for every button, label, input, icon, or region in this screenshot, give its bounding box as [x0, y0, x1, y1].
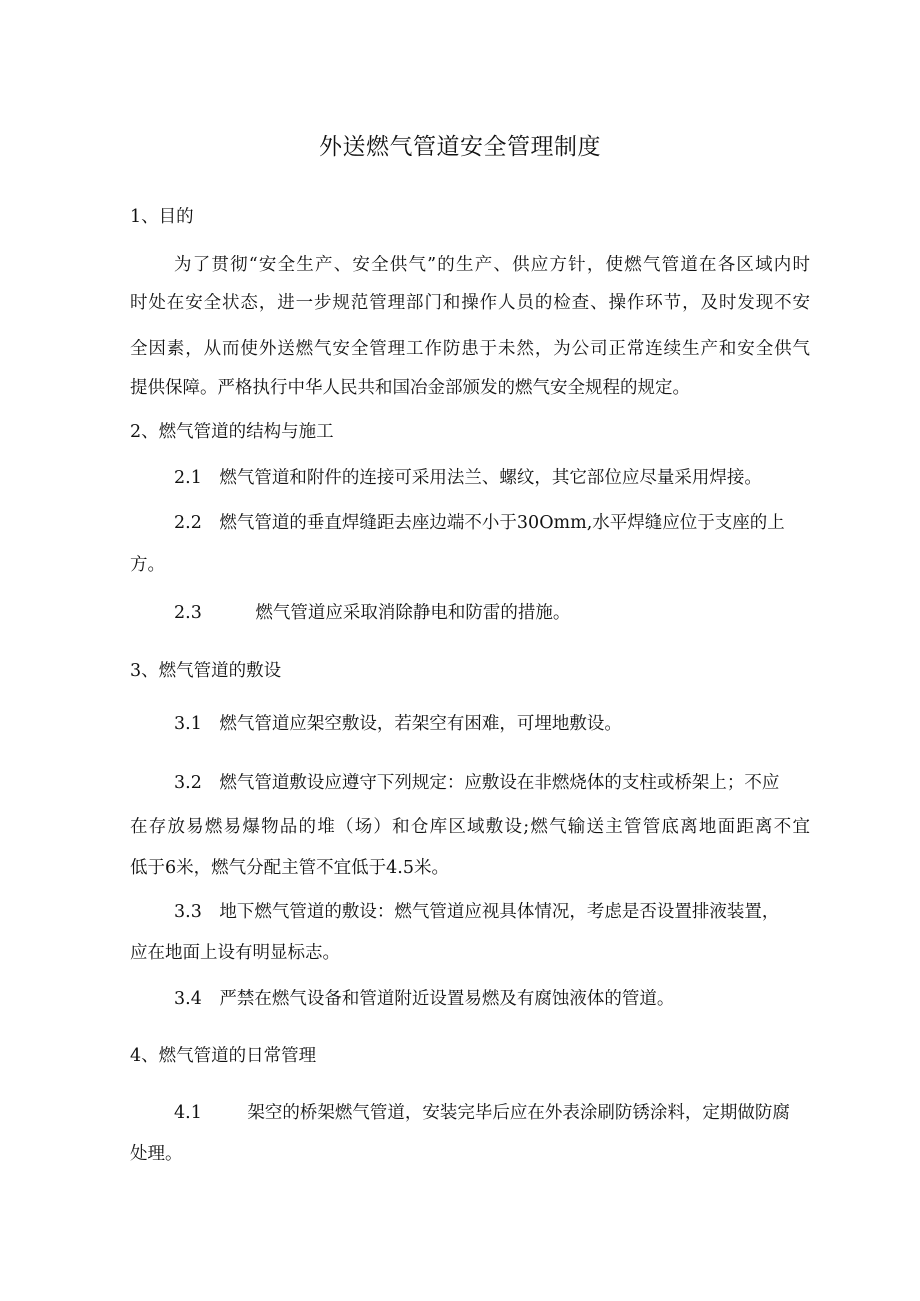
item-3-3-number: 3.3 — [174, 902, 202, 922]
item-3-4-text: 严禁在燃气设备和管道附近设置易燃及有腐蚀液体的管道。 — [219, 989, 675, 1009]
s1-line-3: 全因素，从而使外送燃气安全管理工作防患于未然，为公司正常连续生产和安全供气 — [130, 339, 810, 359]
item-3-4 — [174, 987, 674, 1011]
page-title: 外送燃气管道安全管理制度 — [319, 134, 601, 160]
item-3-1-number: 3.1 — [174, 714, 202, 734]
section-4-heading: 4、燃气管道的日常管理 — [130, 1046, 317, 1066]
item-2-2-number: 2.2 — [174, 513, 202, 533]
item-3-4-number: 3.4 — [174, 989, 202, 1009]
s1-line-2: 时处在安全状态，进一步规范管理部门和操作人员的检查、操作环节，及时发现不安 — [130, 293, 810, 313]
item-4-1-number: 4.1 — [174, 1103, 202, 1123]
item-2-2-continuation: 方。 — [130, 555, 165, 575]
item-3-2-text: 燃气管道敷设应遵守下列规定：应敷设在非燃烧体的支柱或桥架上；不应 — [219, 773, 780, 793]
item-4-1-text: 架空的桥架燃气管道，安装完毕后应在外表涂刷防锈涂料，定期做防腐 — [247, 1103, 790, 1123]
item-2-1 — [174, 466, 762, 490]
item-2-2 — [174, 511, 785, 535]
item-2-3 — [174, 601, 570, 625]
item-3-1-text: 燃气管道应架空敷设，若架空有困难，可埋地敷设。 — [219, 714, 622, 734]
section-2-heading: 2、燃气管道的结构与施工 — [130, 422, 334, 442]
item-3-3 — [174, 900, 779, 924]
item-4-1-continuation: 处理。 — [130, 1144, 183, 1164]
item-2-1-text: 燃气管道和附件的连接可采用法兰、螺纹，其它部位应尽量采用焊接。 — [219, 468, 762, 488]
item-3-2-line-2: 在存放易燃易爆物品的堆（场）和仓库区域敷设;燃气输送主管管底离地面距离不宜 — [130, 817, 810, 837]
s1-line-1: 为了贯彻“安全生产、安全供气”的生产、供应方针，使燃气管道在各区域内时 — [174, 255, 810, 275]
s1-line-4: 提供保障。严格执行中华人民共和国冶金部颁发的燃气安全规程的规定。 — [130, 378, 690, 398]
item-2-3-text: 燃气管道应采取消除静电和防雷的措施。 — [255, 603, 571, 623]
item-3-3-line-2: 应在地面上设有明显标志。 — [130, 943, 340, 963]
item-2-1-number: 2.1 — [174, 468, 202, 488]
item-2-3-number: 2.3 — [174, 603, 202, 623]
section-1-heading: 1、目的 — [130, 207, 194, 227]
section-3-heading: 3、燃气管道的敷设 — [130, 661, 282, 681]
item-2-2-text: 燃气管道的垂直焊缝距去座边端不小于30Omm,水平焊缝应位于支座的上 — [219, 513, 785, 533]
item-3-2 — [174, 771, 779, 795]
item-3-1 — [174, 712, 622, 736]
item-3-3-text: 地下燃气管道的敷设：燃气管道应视具体情况，考虑是否设置排液装置， — [219, 902, 780, 922]
item-3-2-line-3: 低于6米，燃气分配主管不宜低于4.5米。 — [130, 858, 449, 878]
item-3-2-number: 3.2 — [174, 773, 202, 793]
item-4-1 — [174, 1101, 790, 1125]
